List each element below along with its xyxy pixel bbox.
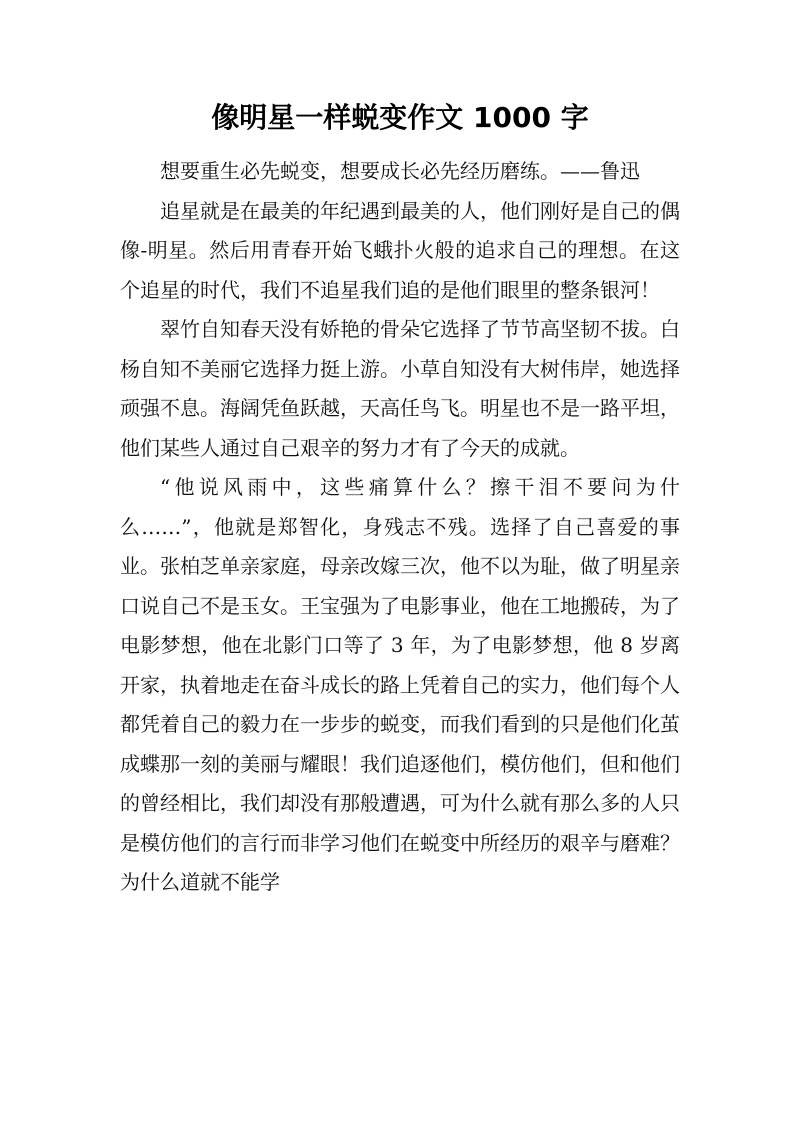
document-body: [120, 152, 680, 903]
paragraph-1: 追星就是在最美的年纪遇到最美的人，他们刚好是自己的偶像-明星。然后用青春开始飞蛾扑火般的追求自己的理想。在这个追星的时代，我们不追星我们追的是他们眼里的整条银河！: [120, 198, 680, 302]
paragraph-quote: 想要重生必先蜕变，想要成长必先经历磨练。——鲁迅: [160, 159, 640, 183]
document-title: 像明星一样蜕变作文 1000 字: [211, 101, 589, 134]
paragraph-3: “他说风雨中，这些痛算什么？擦干泪不要问为什么……”，他就是郑智化，身残志不残。选择了自己喜爱的事业。张柏芝单亲家庭，母亲改嫁三次，他不以为耻，做了明星亲口说自己不是玉女。王宝强为了电影事业，他在工地搬砖，为了电影梦想，他在北影门口等了 3 年，为了电影梦想，他 8 岁离开家，执着地走在奋斗成长的路上凭着自己的实力，他们每个人都凭着自己的毅力在一步步的蜕变，而我们看到的只是他们化茧成蝶那一刻的美丽与耀眼！我们追逐他们，模仿他们，但和他们的曾经相比，我们却没有那般遭遇，可为什么就有那么多的人只是模仿他们的言行而非学习他们在蜕变中所经历的艰辛与磨难？为什么道就不能学: [120, 475, 680, 894]
paragraph-2: 翠竹自知春天没有娇艳的骨朵它选择了节节高坚韧不拔。白杨自知不美丽它选择力挺上游。小草自知没有大树伟岸，她选择顽强不息。海阔凭鱼跃越，天高任鸟飞。明星也不是一路平坦，他们某些人通过自己艰辛的努力才有了今天的成就。: [120, 317, 680, 460]
